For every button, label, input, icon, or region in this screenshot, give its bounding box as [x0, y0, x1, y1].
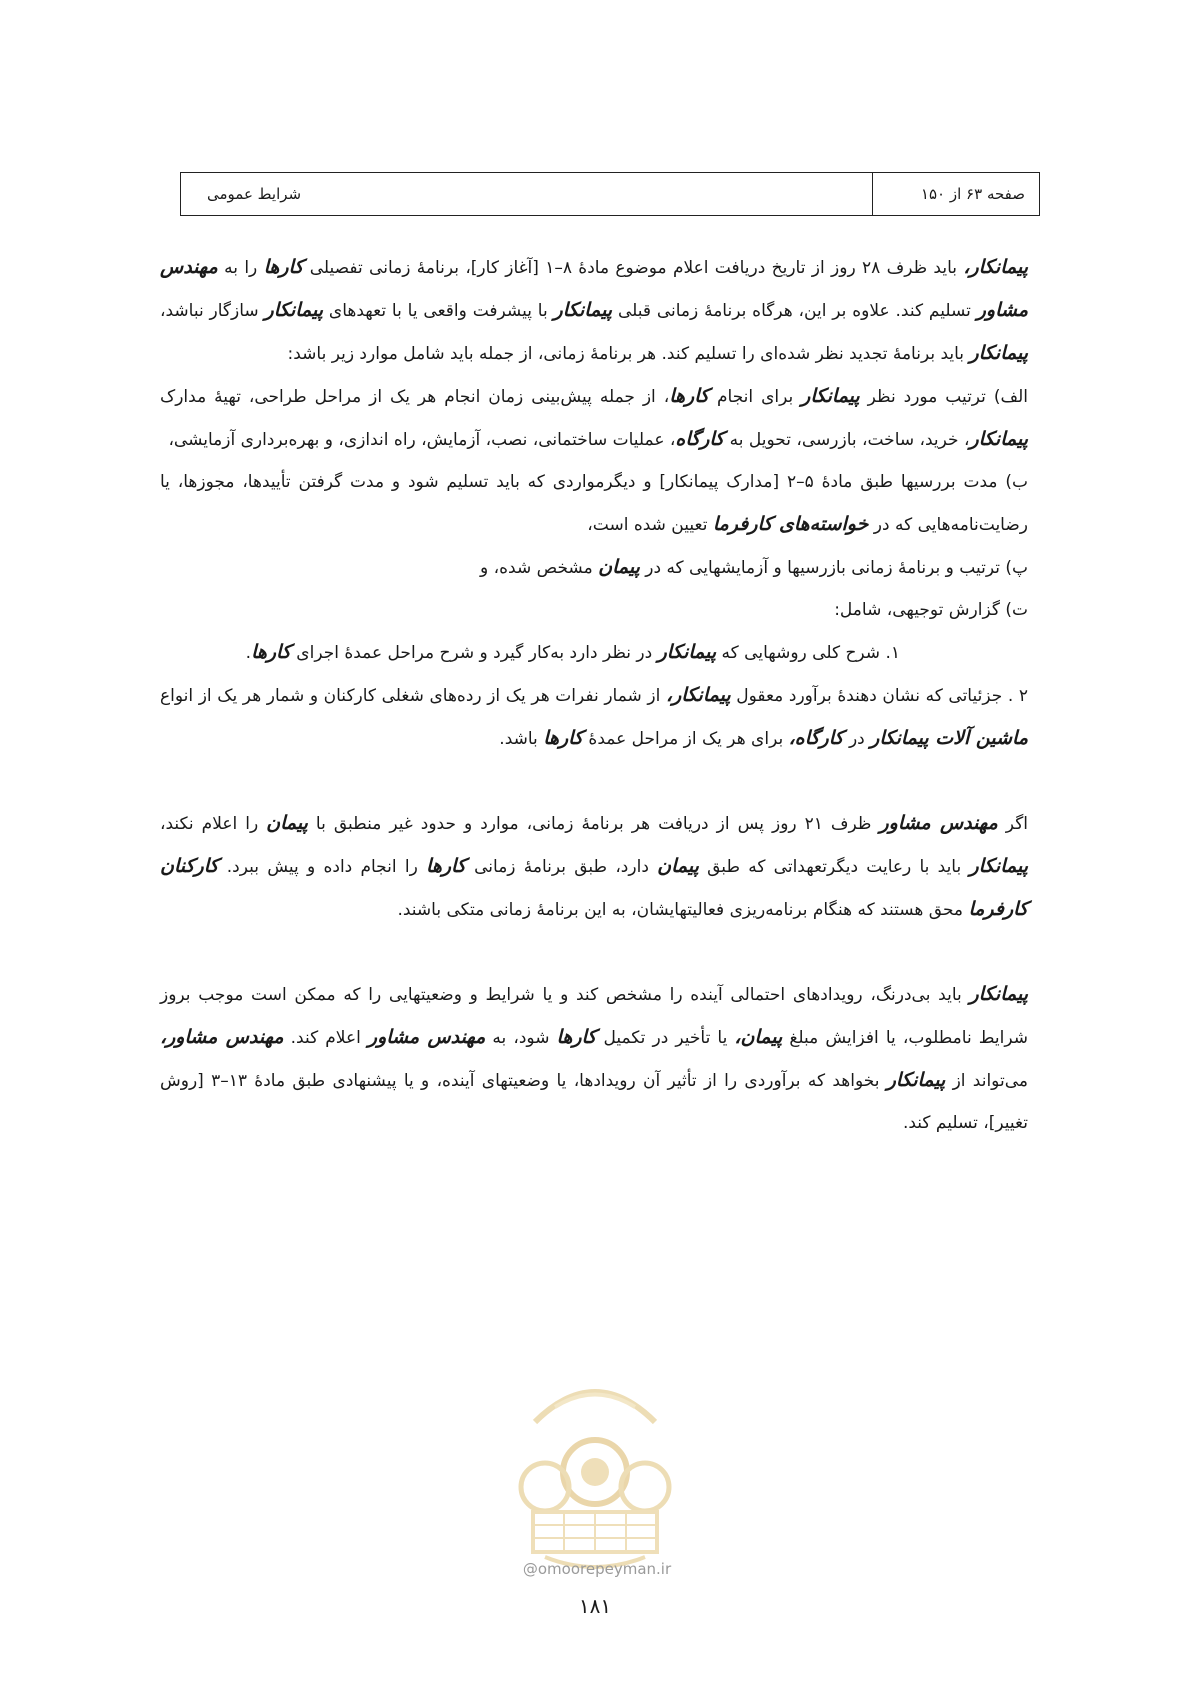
term: پیمانکار: [264, 299, 324, 321]
term: پیمان: [657, 855, 699, 877]
term: مهندس مشاور: [160, 256, 1029, 321]
text-run: در: [843, 729, 871, 749]
page-header: [180, 172, 1040, 216]
text-run: اعلام کند.: [283, 1028, 368, 1048]
term: پیمانکار: [969, 428, 1028, 450]
term: پیمانکار،: [665, 684, 731, 706]
page-info: صفحه ۶۳ از ۱۵۰: [872, 173, 1039, 215]
term: کارگاه: [675, 428, 725, 450]
term: مهندس مشاور،: [160, 1026, 284, 1048]
text-run: برای هر یک از مراحل عمدهٔ: [583, 729, 789, 749]
term: کارکنان کارفرما: [160, 855, 1028, 920]
list-item-te: ت) گزارش توجیهی، شامل:: [834, 600, 1028, 620]
text-run: پ) ترتیب و برنامهٔ زمانی بازرسیها و آزمایشهایی که در: [639, 558, 1028, 578]
text-run: مشخص شده، و: [480, 558, 599, 578]
text-run: می‌تواند از: [945, 1071, 1028, 1091]
text-run: ، خرید، ساخت، بازرسی، تحویل به: [724, 430, 970, 450]
term: پیمانکار: [801, 385, 860, 407]
term: پیمان،: [734, 1026, 783, 1048]
text-run: بخواهد که برآوردی را از تأثیر آن رویدادها، یا وضعیتهای آینده، و یا پیشنهادی طبق مادهٔ ۱۳–۳ [روش تغییر]، تسلیم کند.: [160, 1071, 1028, 1133]
numbered-item-1: [160, 631, 1028, 674]
text-run: ، از جمله پیش‌بینی زمان انجام هر یک از مراحل طراحی، تهیهٔ مدارک: [160, 387, 670, 407]
term: کارها: [263, 256, 304, 278]
term: خواسته‌های کارفرما: [712, 513, 869, 535]
term: پیمانکار: [886, 1069, 946, 1091]
watermark-logo: [495, 1352, 695, 1582]
text-run: ب) مدت بررسیها طبق مادهٔ ۵–۲ [مدارک پیمانکار] و دیگرمواردی که باید تسلیم شود و مدت گرفتن تأییدها، مجوزها، یا رضایت‌نامه‌هایی که در: [160, 472, 1028, 535]
text-run: اگر: [997, 814, 1029, 834]
text-run: ۲ . جزئیاتی که نشان دهندهٔ برآورد معقول: [730, 686, 1028, 706]
text-run: را به: [217, 258, 264, 278]
term: مهندس مشاور: [879, 812, 998, 834]
term: پیمانکار: [969, 983, 1028, 1005]
term: پیمانکار: [553, 299, 613, 321]
text-run: سازگار نباشد،: [160, 301, 265, 321]
text-run: باید بی‌درنگ، رویدادهای احتمالی آینده را مشخص کند و یا شرایط و وضعیتهایی را که ممکن است موجب بروز شرایط نامطلوب، یا افزایش مبلغ: [160, 985, 1028, 1048]
text-run: را اعلام نکند،: [160, 814, 267, 834]
text-run: ظرف ۲۱ روز پس از دریافت هر برنامهٔ زمانی، موارد و حدود غیر منطبق با: [307, 814, 880, 834]
text-run: .: [245, 643, 252, 663]
text-run: یا تأخیر در تکمیل: [596, 1028, 735, 1048]
page-number: ۱۸۱: [578, 1594, 612, 1618]
text-run: با پیشرفت واقعی یا با تعهدهای: [323, 301, 554, 321]
term: کارها: [669, 385, 710, 407]
text-run: تعیین شده است،: [587, 515, 713, 535]
numbered-item-2: [160, 674, 1028, 760]
text-run: از شمار نفرات هر یک از رده‌های شغلی کارکنان و شمار هر یک از انواع: [160, 686, 666, 706]
list-item-pe: [160, 546, 1028, 589]
text-run: برای انجام: [709, 387, 802, 407]
text-run: دارد، طبق برنامهٔ زمانی: [465, 857, 658, 877]
document-body: [160, 246, 1028, 1144]
text-run: شود، به: [485, 1028, 557, 1048]
text-run: باید برنامهٔ تجدید نظر شده‌ای را تسلیم کند. هر برنامهٔ زمانی، از جمله باید شامل موارد زیر باشد:: [287, 344, 970, 364]
term: کارها: [251, 641, 291, 663]
text-run: باید با رعایت دیگرتعهداتی که طبق: [698, 857, 970, 877]
text-run: الف) ترتیب مورد نظر: [859, 387, 1028, 407]
term: پیمانکار: [657, 641, 717, 663]
term: پیمان: [266, 812, 308, 834]
text-run: ، عملیات ساختمانی، نصب، آزمایش، راه اندازی، و بهره‌برداری آزمایشی،: [168, 430, 676, 450]
list-item-alef: [160, 375, 1028, 461]
list-item-be: [160, 461, 1028, 546]
watermark-site: @omoorepeyman.ir: [522, 1560, 672, 1578]
section-title: شرایط عمومی: [207, 185, 302, 203]
term: پیمانکار: [969, 855, 1029, 877]
paragraph-gap: [160, 931, 1028, 973]
term: پیمانکار،: [963, 256, 1028, 278]
term: کارها: [543, 727, 584, 749]
term: کارها: [556, 1026, 597, 1048]
text-run: باید ظرف ۲۸ روز از تاریخ دریافت اعلام موضوع مادهٔ ۸–۱ [آغاز کار]، برنامهٔ زمانی تفصیلی: [303, 258, 964, 278]
term: پیمانکار: [969, 342, 1028, 364]
paragraph-engineer-review: [160, 802, 1028, 931]
term: کارگاه،: [788, 727, 844, 749]
text-run: محق هستند که هنگام برنامه‌ریزی فعالیتهایشان، به این برنامهٔ زمانی متکی باشند.: [397, 900, 969, 920]
paragraph-early-warning: [160, 973, 1028, 1144]
term: ماشین آلات پیمانکار: [870, 727, 1028, 749]
text-run: ۱. شرح کلی روشهایی که: [716, 643, 900, 663]
paragraph-schedule-submission: [160, 246, 1028, 375]
paragraph-gap: [160, 760, 1028, 802]
term: پیمان: [598, 556, 640, 578]
term: کارها: [426, 855, 466, 877]
term: مهندس مشاور: [367, 1026, 486, 1048]
text-run: باشد.: [499, 729, 544, 749]
text-run: در نظر دارد به‌کار گیرد و شرح مراحل عمدهٔ اجرای: [290, 643, 658, 663]
text-run: را انجام داده و پیش ببرد.: [218, 857, 427, 877]
text-run: تسلیم کند. علاوه بر این، هرگاه برنامهٔ زمانی قبلی: [612, 301, 977, 321]
